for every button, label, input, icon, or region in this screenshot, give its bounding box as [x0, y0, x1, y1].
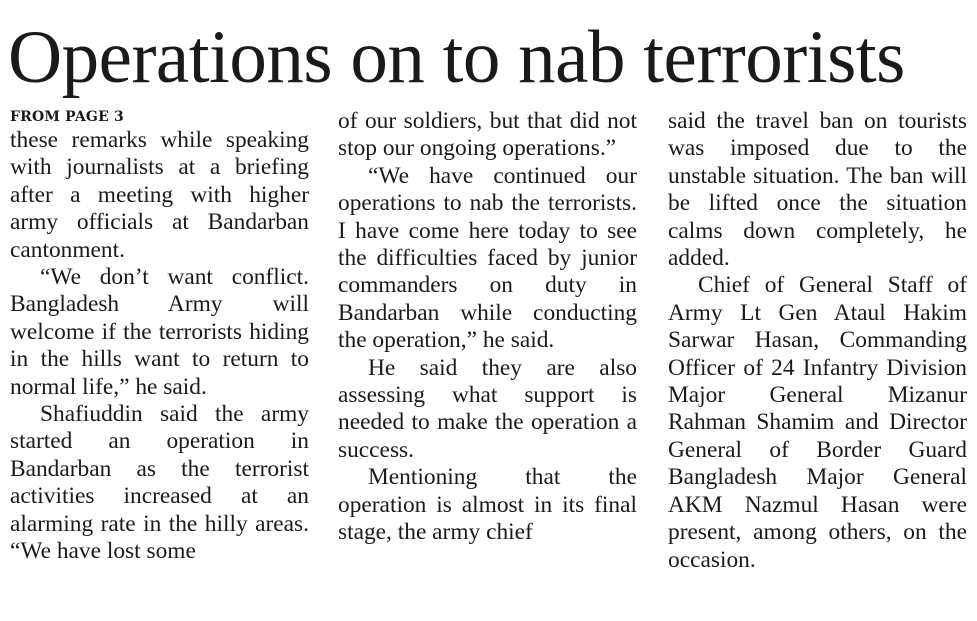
paragraph: these remarks while speaking with journalists at a briefing after a meeting with higher army officials at Bandarban cantonment. [10, 127, 309, 263]
paragraph: Chief of General Staff of Army Lt Gen Ataul Hakim Sarwar Hasan, Commanding Officer of 24 Infantry Division Major General Mizanur Rahman Shamim and Director General of Border Guard Bangladesh Major General AKM Nazmul Hasan were present, among others, on the occasion. [668, 272, 967, 573]
article-column-3 [668, 108, 967, 574]
paragraph: said the travel ban on tourists was imposed due to the unstable situation. The ban will be lifted once the situation calms down completely, he added. [668, 108, 967, 272]
paragraph: Shafiuddin said the army started an operation in Bandarban as the terrorist activities increased at an alarming rate in the hilly areas. “We have lost some [10, 401, 309, 565]
paragraph: Mentioning that the operation is almost in its final stage, the army chief [338, 464, 637, 546]
paragraph: “We don’t want conflict. Bangladesh Army will welcome if the terrorists hiding in the hills want to return to normal life,” he said. [10, 264, 309, 400]
paragraph: “We have continued our operations to nab the terrorists. I have come here today to see the difficulties faced by junior commanders on duty in Bandarban while conducting the operation,” he said. [338, 162, 637, 354]
article-column-2 [338, 108, 637, 547]
headline: Operations on to nab terrorists [8, 16, 905, 99]
jump-line: FROM PAGE 3 [10, 109, 124, 125]
article-column-1 [10, 108, 309, 566]
paragraph: He said they are also assessing what support is needed to make the operation a success. [338, 354, 637, 463]
paragraph: of our soldiers, but that did not stop our ongoing operations.” [338, 108, 637, 162]
